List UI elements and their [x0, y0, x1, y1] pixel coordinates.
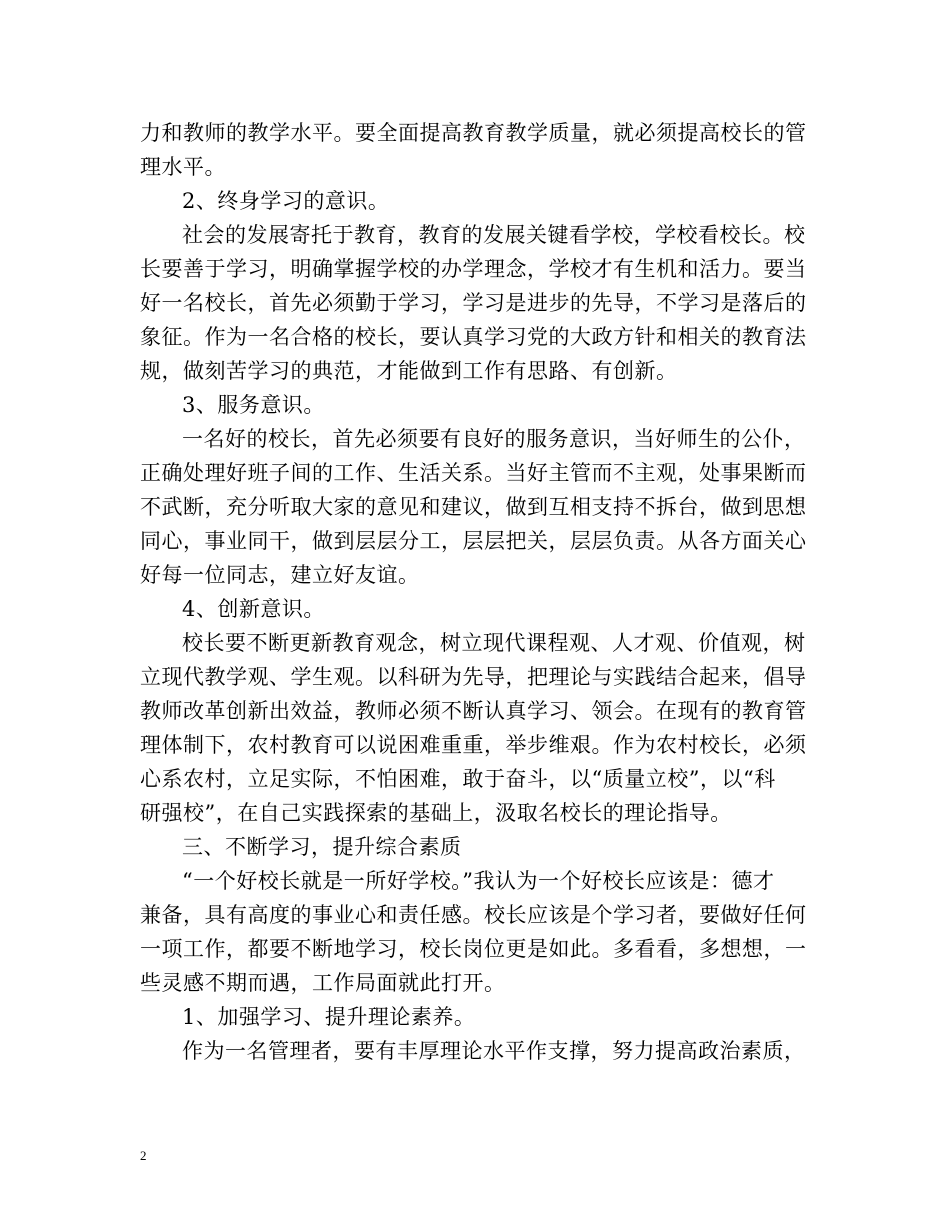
text-line: 4、创新意识。 — [182, 597, 325, 621]
text-line: 不武断，充分听取大家的意见和建议，做到互相支持不拆台，做到思想 — [140, 495, 807, 519]
text-line: 理水平。 — [140, 155, 226, 179]
text-line: 正确处理好班子间的工作、生活关系。当好主管而不主观，处事果断而 — [140, 461, 807, 485]
text-line: 3、服务意识。 — [182, 393, 325, 417]
document-body — [140, 116, 820, 1068]
text-line: 理体制下，农村教育可以说困难重重，举步维艰。作为农村校长，必须 — [140, 733, 807, 757]
text-line: 教师改革创新出效益，教师必须不断认真学习、领会。在现有的教育管 — [140, 699, 807, 723]
text-line: 社会的发展寄托于教育，教育的发展关键看学校，学校看校长。校 — [182, 223, 806, 247]
text-line: 三、不断学习，提升综合素质 — [182, 835, 462, 859]
text-line: 研强校”，在自己实践探索的基础上，汲取名校长的理论指导。 — [140, 801, 732, 825]
text-line: 校长要不断更新教育观念，树立现代课程观、人才观、价值观，树 — [182, 631, 806, 655]
text-line: 2、终身学习的意识。 — [182, 189, 390, 213]
text-line: 力和教师的教学水平。要全面提高教育教学质量，就必须提高校长的管 — [140, 121, 807, 145]
text-line: 象征。作为一名合格的校长，要认真学习党的大政方针和相关的教育法 — [140, 325, 807, 349]
text-line: 长要善于学习，明确掌握学校的办学理念，学校才有生机和活力。要当 — [140, 257, 807, 281]
text-line: “一个好校长就是一所好学校。”我认为一个好校长应该是：德才 — [182, 869, 775, 893]
text-line: 好每一位同志，建立好友谊。 — [140, 563, 420, 587]
text-line: 些灵感不期而遇，工作局面就此打开。 — [140, 971, 506, 995]
text-line: 一项工作，都要不断地学习，校长岗位更是如此。多看看，多想想，一 — [140, 937, 807, 961]
text-line: 一名好的校长，首先必须要有良好的服务意识，当好师生的公仆， — [182, 427, 806, 451]
text-line: 作为一名管理者，要有丰厚理论水平作支撑，努力提高政治素质， — [182, 1039, 806, 1063]
text-line: 同心，事业同干，做到层层分工，层层把关，层层负责。从各方面关心 — [140, 529, 807, 553]
text-line: 规，做刻苦学习的典范，才能做到工作有思路、有创新。 — [140, 359, 678, 383]
text-line: 1、加强学习、提升理论素养。 — [182, 1005, 476, 1029]
text-line: 心系农村，立足实际，不怕困难，敢于奋斗，以“质量立校”，以“科 — [140, 767, 776, 791]
text-line: 好一名校长，首先必须勤于学习，学习是进步的先导，不学习是落后的 — [140, 291, 807, 315]
text-line: 立现代教学观、学生观。以科研为先导，把理论与实践结合起来，倡导 — [140, 665, 807, 689]
text-line: 兼备，具有高度的事业心和责任感。校长应该是个学习者，要做好任何 — [140, 903, 807, 927]
page-number: 2 — [140, 1148, 147, 1163]
